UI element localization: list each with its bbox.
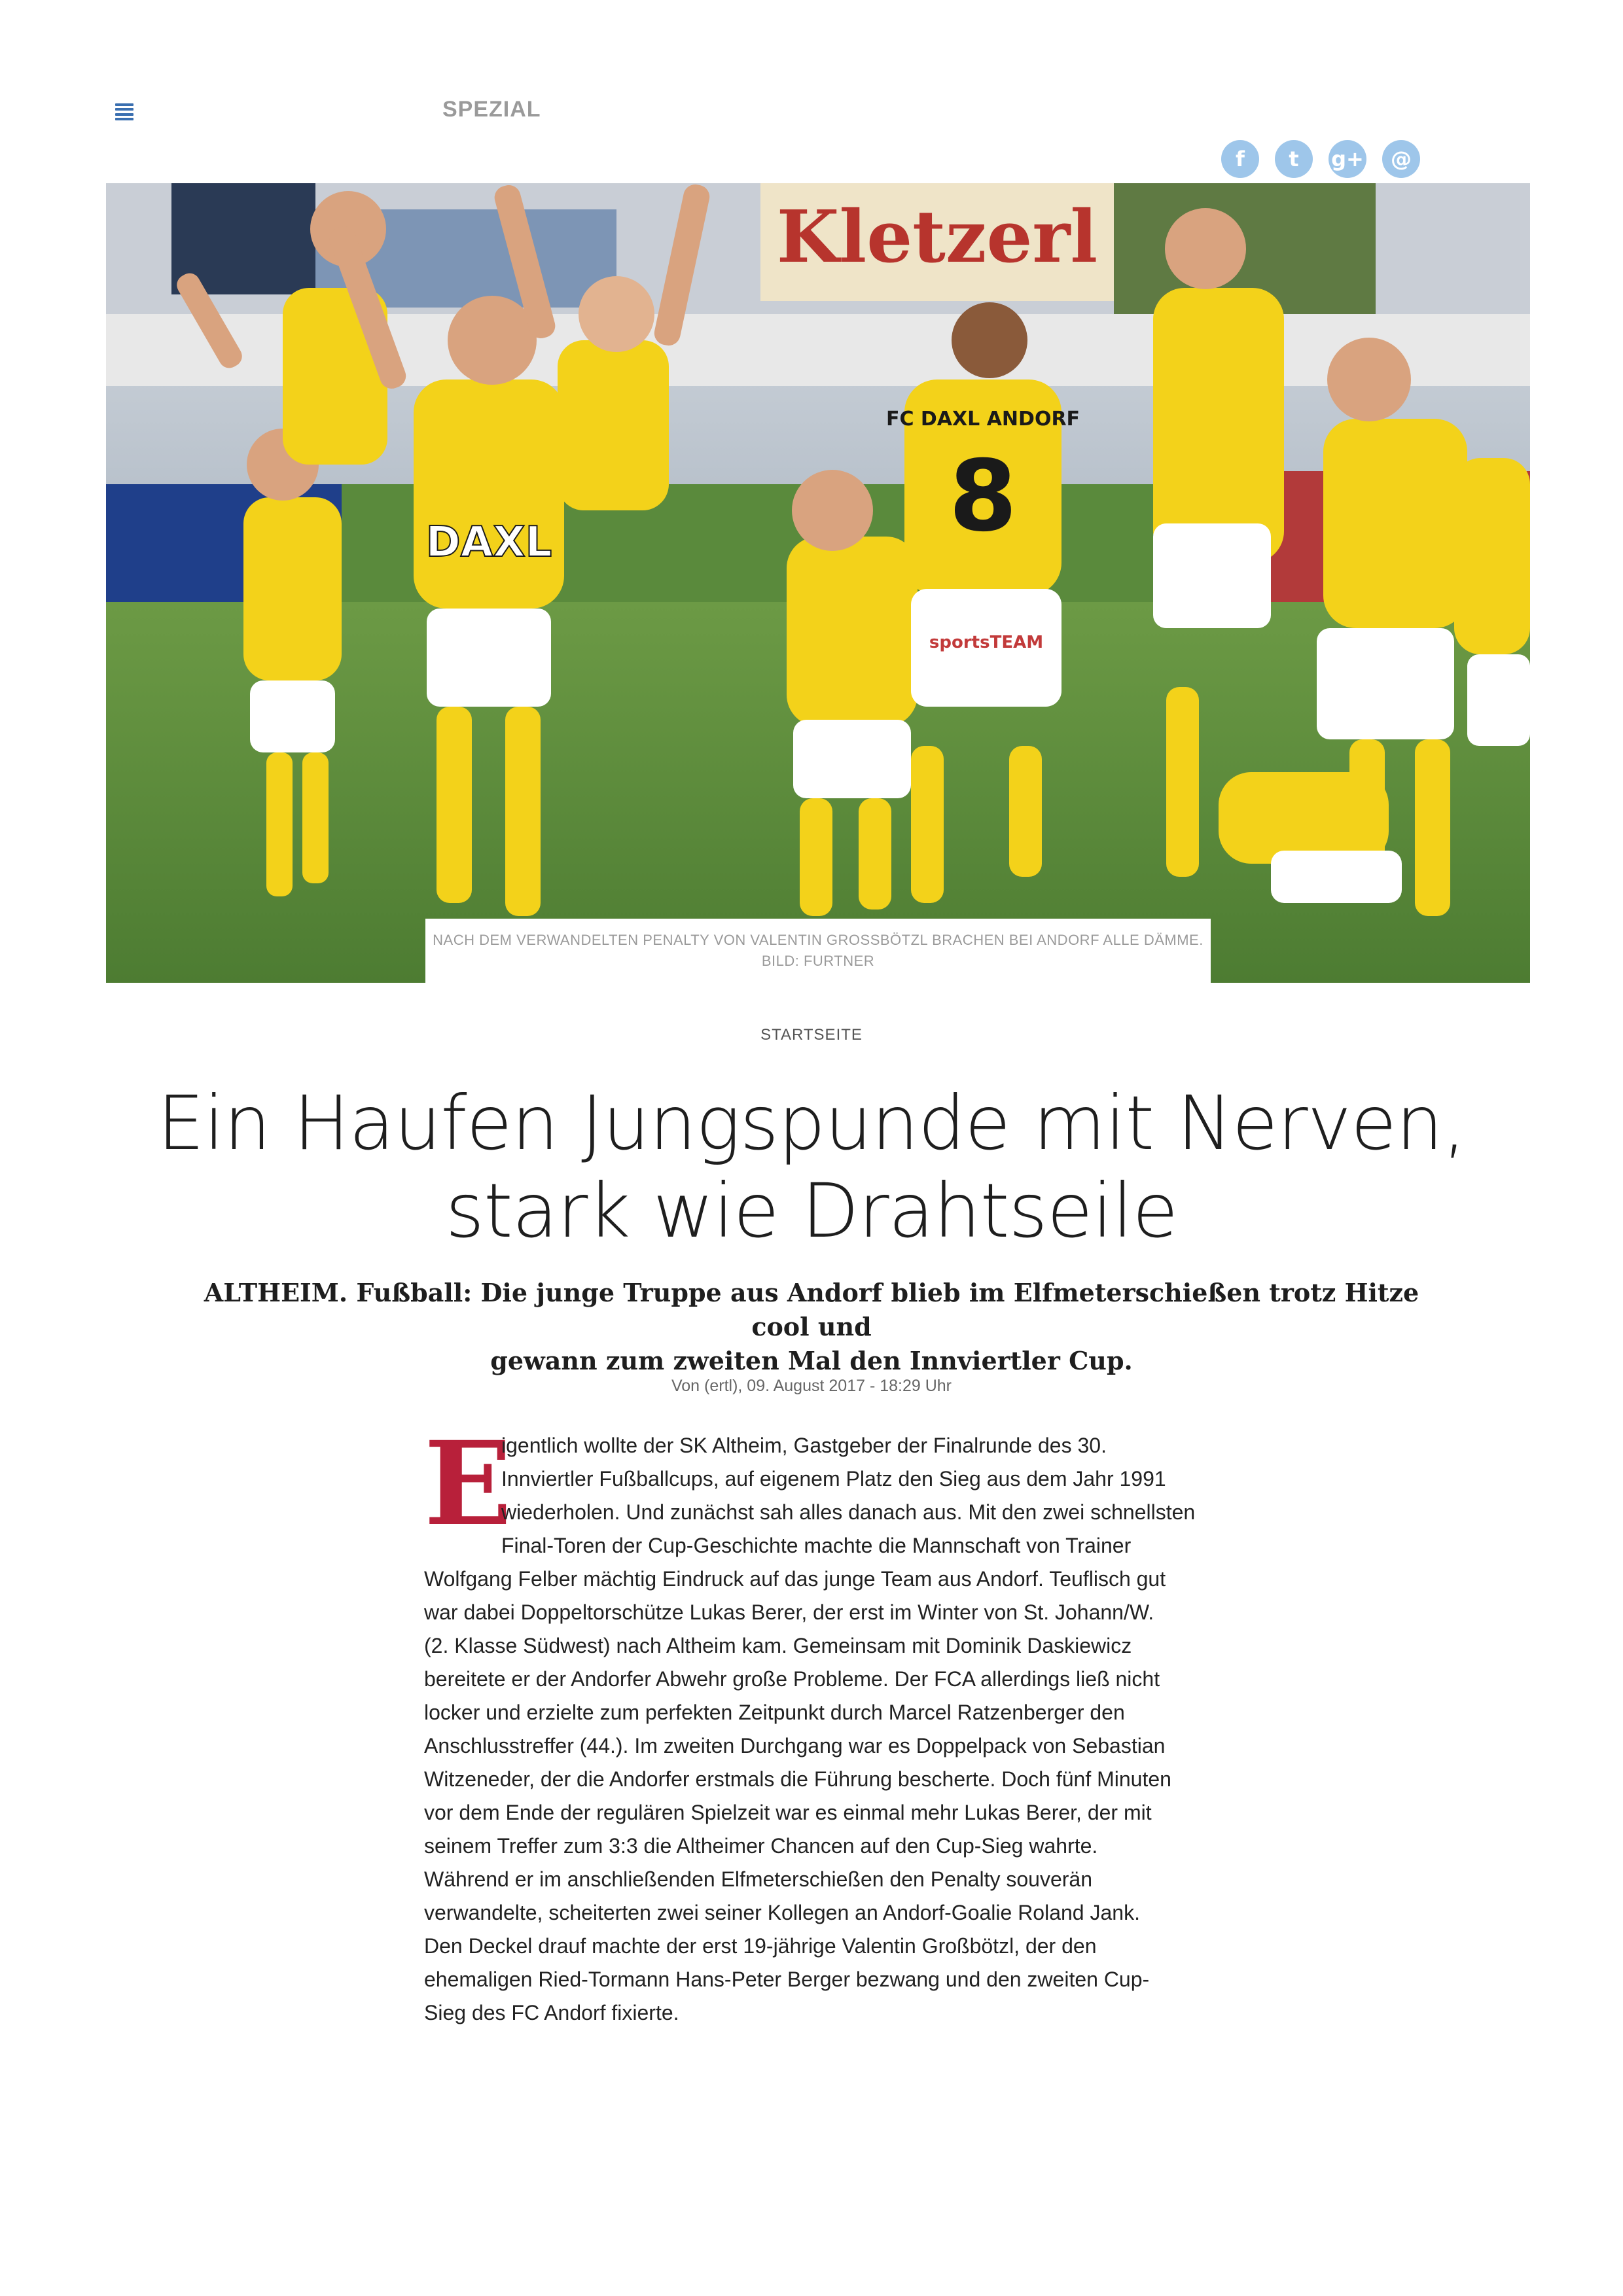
breadcrumb[interactable]: STARTSEITE <box>760 1026 863 1044</box>
article-body <box>424 1416 1249 2030</box>
body-line: Anschlusstreffer (44.). Im zweiten Durchgang war es Doppelpack von Sebastian <box>424 1734 1166 1757</box>
shorts-logo-text: sportsTEAM <box>929 633 1044 652</box>
shirt-brand-text: DAXL <box>425 518 552 567</box>
twitter-icon[interactable]: t <box>1275 140 1313 178</box>
body-line: seinem Treffer zum 3:3 die Altheimer Chancen auf den Cup-Sieg wahrte. <box>424 1834 1098 1858</box>
shirt-number-text: 8 <box>948 440 1018 554</box>
headline-line: Ein Haufen Jungspunde mit Nerven, <box>157 1080 1466 1167</box>
club-name-text: FC DAXL ANDORF <box>885 408 1080 431</box>
social-share-bar <box>1221 140 1420 178</box>
body-line: Während er im anschließenden Elfmeterschießen den Penalty souverän <box>424 1867 1092 1891</box>
body-line: Wolfgang Felber mächtig Eindruck auf das junge Team aus Andorf. Teuflisch gut <box>424 1567 1166 1591</box>
body-line: locker und erzielte zum perfekten Zeitpunkt durch Marcel Ratzenberger den <box>424 1701 1125 1724</box>
photo-caption <box>425 919 1211 983</box>
article-byline: Von (ertl), 09. August 2017 - 18:29 Uhr <box>671 1377 952 1395</box>
lead-line: gewann zum zweiten Mal den Innviertler Cup. <box>490 1346 1133 1375</box>
body-line: verwandelte, scheiterten zwei seiner Kollegen an Andorf-Goalie Roland Jank. <box>424 1901 1140 1924</box>
article-headline <box>131 1080 1492 1255</box>
menu-icon[interactable] <box>115 103 134 120</box>
body-line: Final-Toren der Cup-Geschichte machte die Mannschaft von Trainer <box>501 1534 1132 1557</box>
google-plus-icon[interactable]: g+ <box>1329 140 1366 178</box>
facebook-icon[interactable]: f <box>1221 140 1259 178</box>
section-label[interactable]: SPEZIAL <box>442 97 541 122</box>
body-line: Den Deckel drauf machte der erst 19-jährige Valentin Großbötzl, der den <box>424 1934 1097 1958</box>
email-icon[interactable]: @ <box>1382 140 1420 178</box>
dropcap-letter: E <box>424 1416 512 1551</box>
body-line: Witzeneder, der die Andorfer erstmals die Führung bescherte. Doch fünf Minuten <box>424 1767 1171 1791</box>
body-line: bereitete er der Andorfer Abwehr große Probleme. Der FCA allerdings ließ nicht <box>424 1667 1160 1691</box>
photo-credit: BILD: FURTNER <box>761 953 875 969</box>
article-lead <box>190 1276 1433 1378</box>
body-line: igentlich wollte der SK Altheim, Gastgeber der Finalrunde des 30. <box>501 1434 1107 1457</box>
photo-caption-text: NACH DEM VERWANDELTEN PENALTY VON VALENTIN GROSSBÖTZL BRACHEN BEI ANDORF ALLE DÄMME. <box>433 932 1204 948</box>
body-line: war dabei Doppeltorschütze Lukas Berer, der erst im Winter von St. Johann/W. <box>424 1600 1154 1624</box>
body-line: Innviertler Fußballcups, auf eigenem Platz den Sieg aus dem Jahr 1991 <box>501 1467 1166 1491</box>
body-line: vor dem Ende der regulären Spielzeit war es einmal mehr Lukas Berer, der mit <box>424 1801 1152 1824</box>
body-line: wiederholen. Und zunächst sah alles danach aus. Mit den zwei schnellsten <box>501 1500 1196 1524</box>
hero-photo <box>106 183 1530 983</box>
body-line: Sieg des FC Andorf fixierte. <box>424 2001 679 2024</box>
sponsor-board-text: Kletzerl <box>776 194 1098 279</box>
lead-line: ALTHEIM. Fußball: Die junge Truppe aus Andorf blieb im Elfmeterschießen trotz Hitze cool und <box>204 1278 1419 1341</box>
body-line: (2. Klasse Südwest) nach Altheim kam. Gemeinsam mit Dominik Daskiewicz <box>424 1634 1132 1657</box>
headline-line: stark wie Drahtseile <box>445 1167 1178 1254</box>
body-line: ehemaligen Ried-Tormann Hans-Peter Berger bezwang und den zweiten Cup- <box>424 1968 1150 1991</box>
